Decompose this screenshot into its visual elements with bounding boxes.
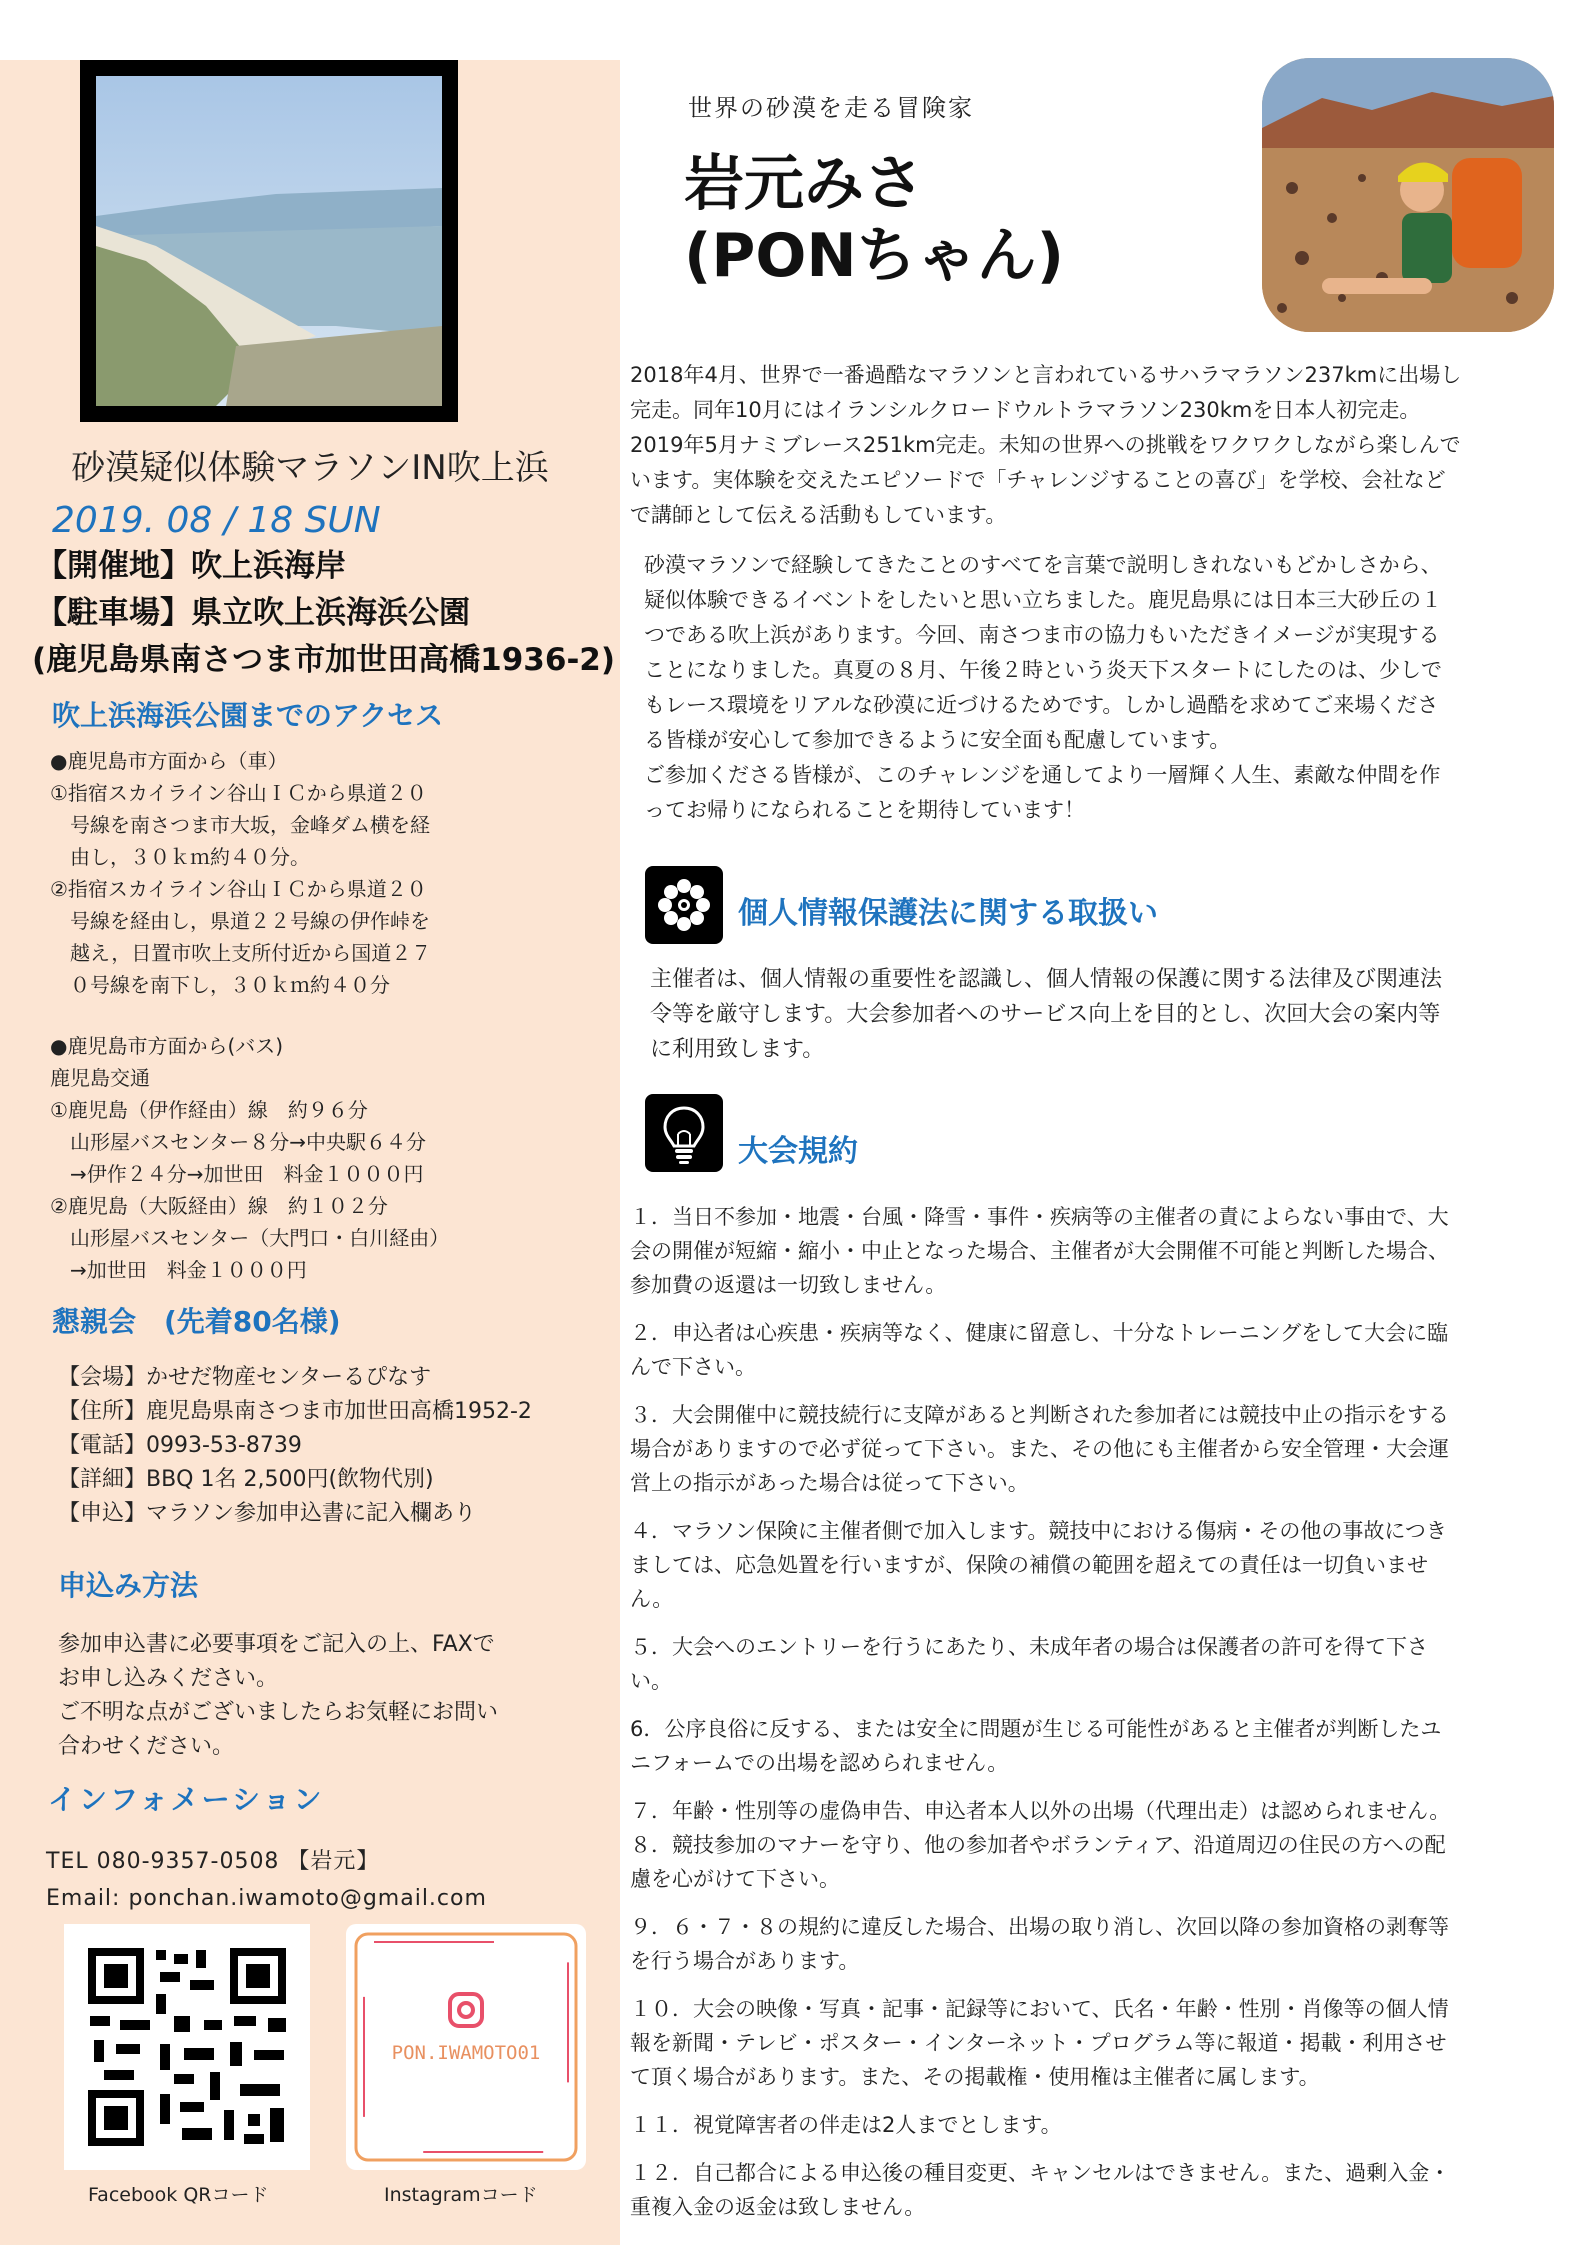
message-text: 砂漠マラソンで経験してきたことのすべてを言葉で説明しきれないもどかしさから、 疑似体験できるイベントをしたいと思い立ちました。鹿児島県には日本三大砂丘の１ つである吹上浜があります。今回、南さつま市の協力もいただきイメージが実現する ことになりました。真夏の８月、午後２時という炎天下スタートにしたのは、少しで もレース環境をリアルな砂漠に近づけるためです。しかし過酷を求めてご来場くださ る皆様が安心して参加できるように安全面も配慮しています。 ご参加くださる皆様が、このチャレンジを通してより一層輝く人生、素敵な仲間を作 ってお帰りになられることを期待しています！ [644,553,1442,822]
beach-photo [80,60,458,422]
rule-item: １１．視覚障害者の伴走は2人までとします。 [630,2113,1062,2137]
privacy-icon [645,866,723,944]
instagram-handle: PON.IWAMOTO01 [391,2042,541,2064]
info-heading: インフォメーション [48,1783,325,1816]
apply-heading: 申込み方法 [58,1569,199,1602]
access-bus-text: ●鹿児島市方面から(バス) 鹿児島交通 ①鹿児島（伊作経由）線 約９６分 山形屋バスセンター８分→中央駅６４分 →伊作２４分→加世田 料金１０００円 ②鹿児島（大阪経由）線 約１０２分 山形屋バスセンター（大門口・白川経由） →加世田 料金１０００円 [50,1034,450,1282]
contact-tel: TEL 080-9357-0508 【岩元】 [46,1849,380,1874]
bio-text: 2018年4月、世界で一番過酷なマラソンと言われているサハラマラソン237kmに出場し 完走。同年10月にはイランシルクロードウルトラマラソン230kmを日本人初完走。 2019年5月ナミブレース251km完走。未知の世界への挑戦をワクワクしながら楽しんで います。実体験を交えたエピソードで「チャレンジすることの喜び」を学校、会社など で講師として伝える活動もしています。 [630,363,1462,527]
rules-heading: 大会規約 [738,1134,858,1169]
rule-item: １０．大会の映像・写真・記事・記録等において、氏名・年齢・性別・肖像等の個人情 報を新聞・テレビ・ポスター・インターネット・プログラム等に報道・掲載・利用させ て頂く場合があります。また、その掲載権・使用権は主催者に属します。 [630,1997,1449,2089]
rule-item: ５．大会へのエントリーを行うにあたり、未成年者の場合は保護者の許可を得て下さ い。 [630,1635,1428,1693]
rule-item: １２．自己都合による申込後の種目変更、キャンセルはできません。また、過剰入金・ 重複入金の返金は致しません。 [630,2161,1451,2219]
rules-list [630,1200,1580,2224]
facebook-qr-code[interactable] [64,1924,310,2170]
contact-email[interactable]: Email: ponchan.iwamoto@gmail.com [46,1886,487,1911]
party-heading: 懇親会 (先着80名様) [52,1305,341,1338]
apply-text: 参加申込書に必要事項をご記入の上、FAXで お申し込みください。 ご不明な点がございましたらお気軽にお問い 合わせください。 [58,1632,499,1759]
parking-line: 【駐車場】県立吹上浜海浜公園 [36,595,470,631]
rule-item: 6．公序良俗に反する、または安全に問題が生じる可能性があると主催者が判断したユ ニフォームでの出場を認められません。 [630,1717,1442,1775]
facebook-caption: Facebook QRコード [88,2184,269,2206]
event-date: 2019. 08 / 18 SUN [52,500,381,541]
rule-item: ３．大会開催中に競技続行に支障があると判断された参加者には競技中止の指示をする 場合がありますので必ず従って下さい。また、その他にも主催者から安全管理・大会運 営上の指示があった場合は従って下さい。 [630,1403,1449,1495]
rule-item: １．当日不参加・地震・台風・降雪・事件・疾病等の主催者の責によらない事由で、大 会の開催が短縮・縮小・中止となった場合、主催者が大会開催不可能と判断した場合、 参加費の返還は一切致しません。 [630,1205,1449,1297]
tagline: 世界の砂漠を走る冒険家 [688,94,974,122]
runner-name: 岩元みさ (PONちゃん) [684,149,1065,291]
profile-photo [1262,58,1554,332]
privacy-text: 主催者は、個人情報の重要性を認識し、個人情報の保護に関する法律及び関連法 令等を厳守します。大会参加者へのサービス向上を目的とし、次回大会の案内等 に利用致します。 [650,967,1443,1062]
privacy-heading: 個人情報保護法に関する取扱い [738,896,1158,931]
rule-item: ２．申込者は心疾患・疾病等なく、健康に留意し、十分なトレーニングをして大会に臨 んで下さい。 [630,1321,1449,1379]
instagram-nametag[interactable] [346,1924,586,2170]
instagram-caption: Instagramコード [384,2184,538,2206]
event-title: 砂漠疑似体験マラソンIN吹上浜 [71,448,549,488]
access-car-text: ●鹿児島市方面から（車） ①指宿スカイライン谷山ＩＣから県道２０ 号線を南さつま市大坂，金峰ダム横を経 由し，３０ｋｍ約４０分。 ②指宿スカイライン谷山ＩＣから県道２０ 号線を経由し，県道２２号線の伊作峠を 越え，日置市吹上支所付近から国道２７ ０号線を南下し，３０ｋｍ約４０分 [50,749,432,997]
rule-item: ７．年齢・性別等の虚偽申告、申込者本人以外の出場（代理出走）は認められません。 ８．競技参加のマナーを守り、他の参加者やボランティア、沿道周辺の住民の方への配 慮を心がけて下さい。 [630,1799,1451,1891]
address-line: (鹿児島県南さつま市加世田高橋1936-2) [32,642,616,678]
access-heading: 吹上浜海浜公園までのアクセス [52,699,444,732]
party-details: 【会場】かせだ物産センターるぴなす 【住所】鹿児島県南さつま市加世田高橋1952-2 【電話】0993-53-8739 【詳細】BBQ 1名 2,500円(飲物代別) 【申込】マラソン参加申込書に記入欄あり [58,1365,532,1526]
rule-item: ４．マラソン保険に主催者側で加入します。競技中における傷病・その他の事故につき ましては、応急処置を行いますが、保険の補償の範囲を超えての責任は一切負いませ ん。 [630,1519,1447,1611]
rule-item: ９．６・７・８の規約に違反した場合、出場の取り消し、次回以降の参加資格の剥奪等 を行う場合があります。 [630,1915,1449,1973]
lightbulb-icon [645,1094,723,1172]
venue-line: 【開催地】吹上浜海岸 [36,548,346,584]
